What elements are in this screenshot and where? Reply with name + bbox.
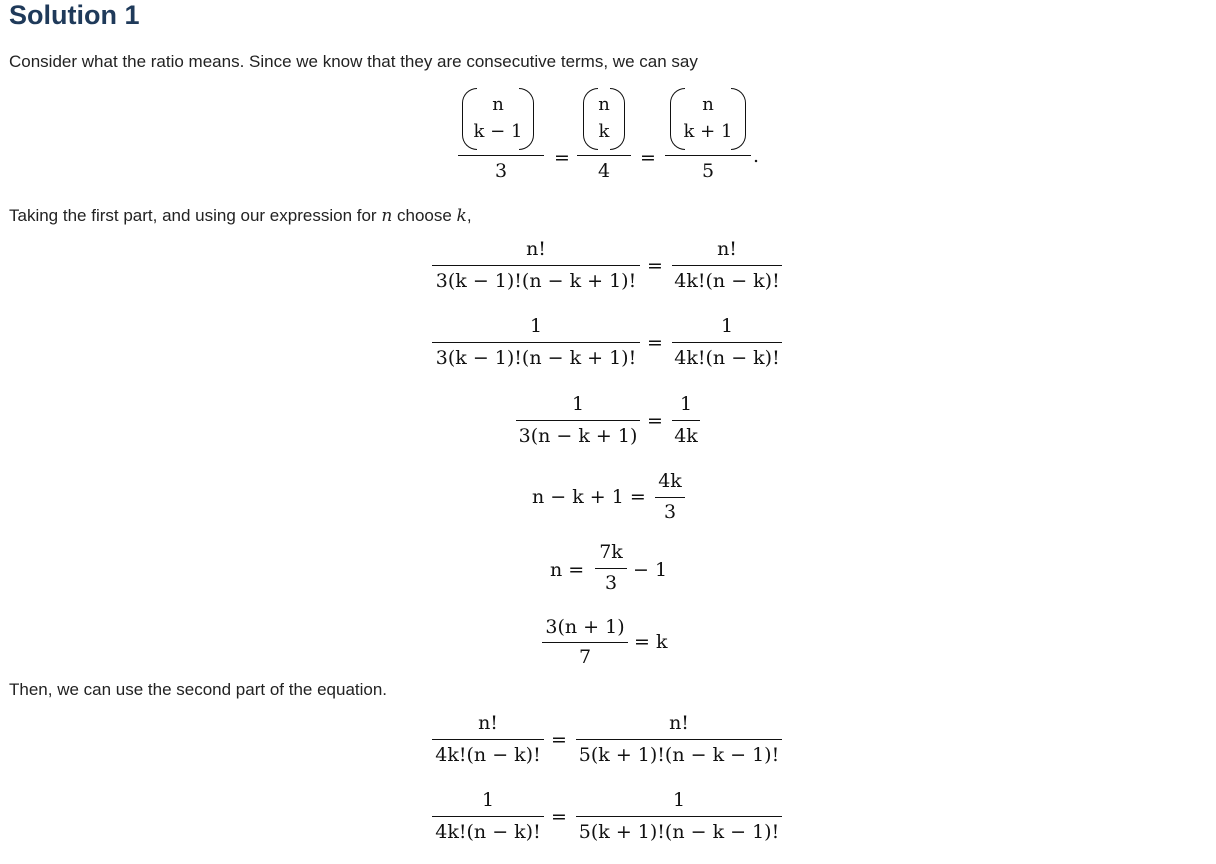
second-part-paragraph: Then, we can use the second part of the equation. <box>9 680 388 699</box>
binomial-n-k-plus-1: n k + 1 <box>670 88 746 150</box>
fraction-bar <box>458 155 544 156</box>
binomial-n-k: n k <box>583 88 625 150</box>
denominator-5: 5 <box>701 160 715 182</box>
denominator-4: 4 <box>597 160 611 182</box>
first-part-paragraph: Taking the first part, and using our expression for n choose k, <box>9 206 472 226</box>
denominator-3: 3 <box>494 160 508 182</box>
fraction-bar <box>577 155 631 156</box>
period: . <box>753 145 760 167</box>
fraction-bar <box>665 155 751 156</box>
equals-sign: = <box>640 147 656 169</box>
solution-heading: Solution 1 <box>9 0 140 30</box>
equals-sign: = <box>554 147 570 169</box>
intro-paragraph: Consider what the ratio means. Since we know that they are consecutive terms, we can say <box>9 52 698 71</box>
binomial-n-k-minus-1: n k − 1 <box>462 88 534 150</box>
